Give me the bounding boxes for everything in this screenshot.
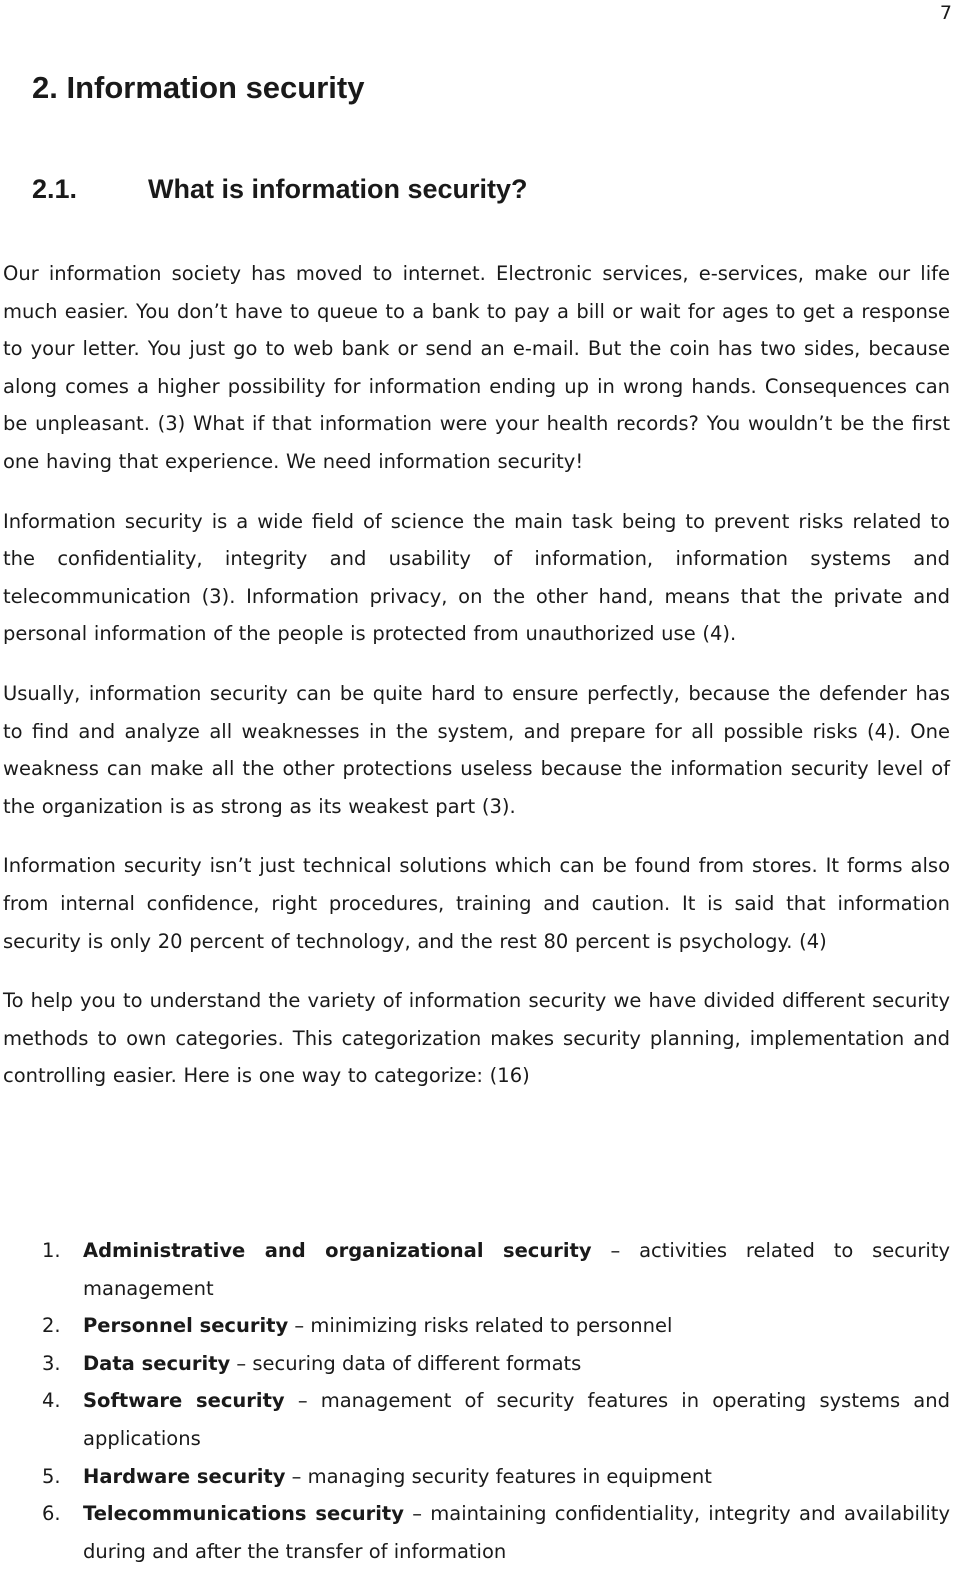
list-item-description: – management of security features in operating systems and applications xyxy=(83,1389,950,1450)
list-item xyxy=(42,1345,950,1383)
list-item xyxy=(42,1495,950,1570)
paragraph-categorization: To help you to understand the variety of information security we have divided different security methods to own categories. This categorization makes security planning, implementation and controlling easier. Here is one way to categorize: (16) xyxy=(3,989,950,1088)
chapter-title: 2. Information security xyxy=(32,70,365,105)
section-title: What is information security? xyxy=(148,174,528,204)
list-item-number: 5. xyxy=(42,1464,61,1488)
category-list xyxy=(42,1232,950,1570)
list-item-description: – managing security features in equipment xyxy=(285,1464,712,1488)
list-item xyxy=(42,1307,950,1345)
paragraph-difficulty: Usually, information security can be quite hard to ensure perfectly, because the defender has to find and analyze all weaknesses in the system, and prepare for all possible risks (4). One weakness can make all the other protections useless because the information security level of the organization is as strong as its weakest part (3). xyxy=(3,681,950,818)
list-item-description: – activities related to security management xyxy=(83,1239,951,1300)
list-item-description: – minimizing risks related to personnel xyxy=(288,1314,673,1338)
paragraph-definition: Information security is a wide field of science the main task being to prevent risks related to the confidentiality, integrity and usability of information, information systems and telecommunication (3). Information privacy, on the other hand, means that the private and personal information of the people is protected from unauthorized use (4). xyxy=(3,509,950,646)
list-item-number: 6. xyxy=(42,1502,61,1526)
list-item-term: Administrative and organizational security xyxy=(83,1239,592,1262)
body-text xyxy=(3,255,950,1117)
list-item-term: Hardware security xyxy=(83,1464,286,1488)
list-item-number: 2. xyxy=(42,1314,61,1338)
list-item xyxy=(42,1458,950,1496)
list-item xyxy=(42,1382,950,1457)
section-heading xyxy=(32,176,528,203)
paragraph-psychology: Information security isn’t just technical solutions which can be found from stores. It forms also from internal confidence, right procedures, training and caution. It is said that information security is only 20 percent of technology, and the rest 80 percent is psychology. (4) xyxy=(3,854,950,953)
list-item-term: Data security xyxy=(83,1351,231,1375)
list-item-description: – maintaining confidentiality, integrity and availability during and after the transfer of information xyxy=(83,1502,950,1563)
list-item-number: 1. xyxy=(42,1239,61,1262)
section-number: 2.1. xyxy=(32,174,78,204)
paragraph-intro: Our information society has moved to internet. Electronic services, e-services, make our life much easier. You don’t have to queue to a bank to pay a bill or wait for ages to get a response to your letter. You just go to web bank or send an e-mail. But the coin has two sides, because along comes a higher possibility for information ending up in wrong hands. Consequences can be unpleasant. (3) What if that information were your health records? You wouldn’t be the first one having that experience. We need information security! xyxy=(3,262,950,473)
list-item-term: Personnel security xyxy=(83,1314,289,1338)
list-item xyxy=(42,1232,950,1307)
list-item-number: 3. xyxy=(42,1351,61,1375)
list-item-number: 4. xyxy=(42,1389,61,1413)
list-item-term: Telecommunications security xyxy=(83,1502,404,1526)
page-number: 7 xyxy=(939,2,952,24)
list-item-term: Software security xyxy=(83,1389,285,1413)
list-item-description: – securing data of different formats xyxy=(230,1351,582,1375)
